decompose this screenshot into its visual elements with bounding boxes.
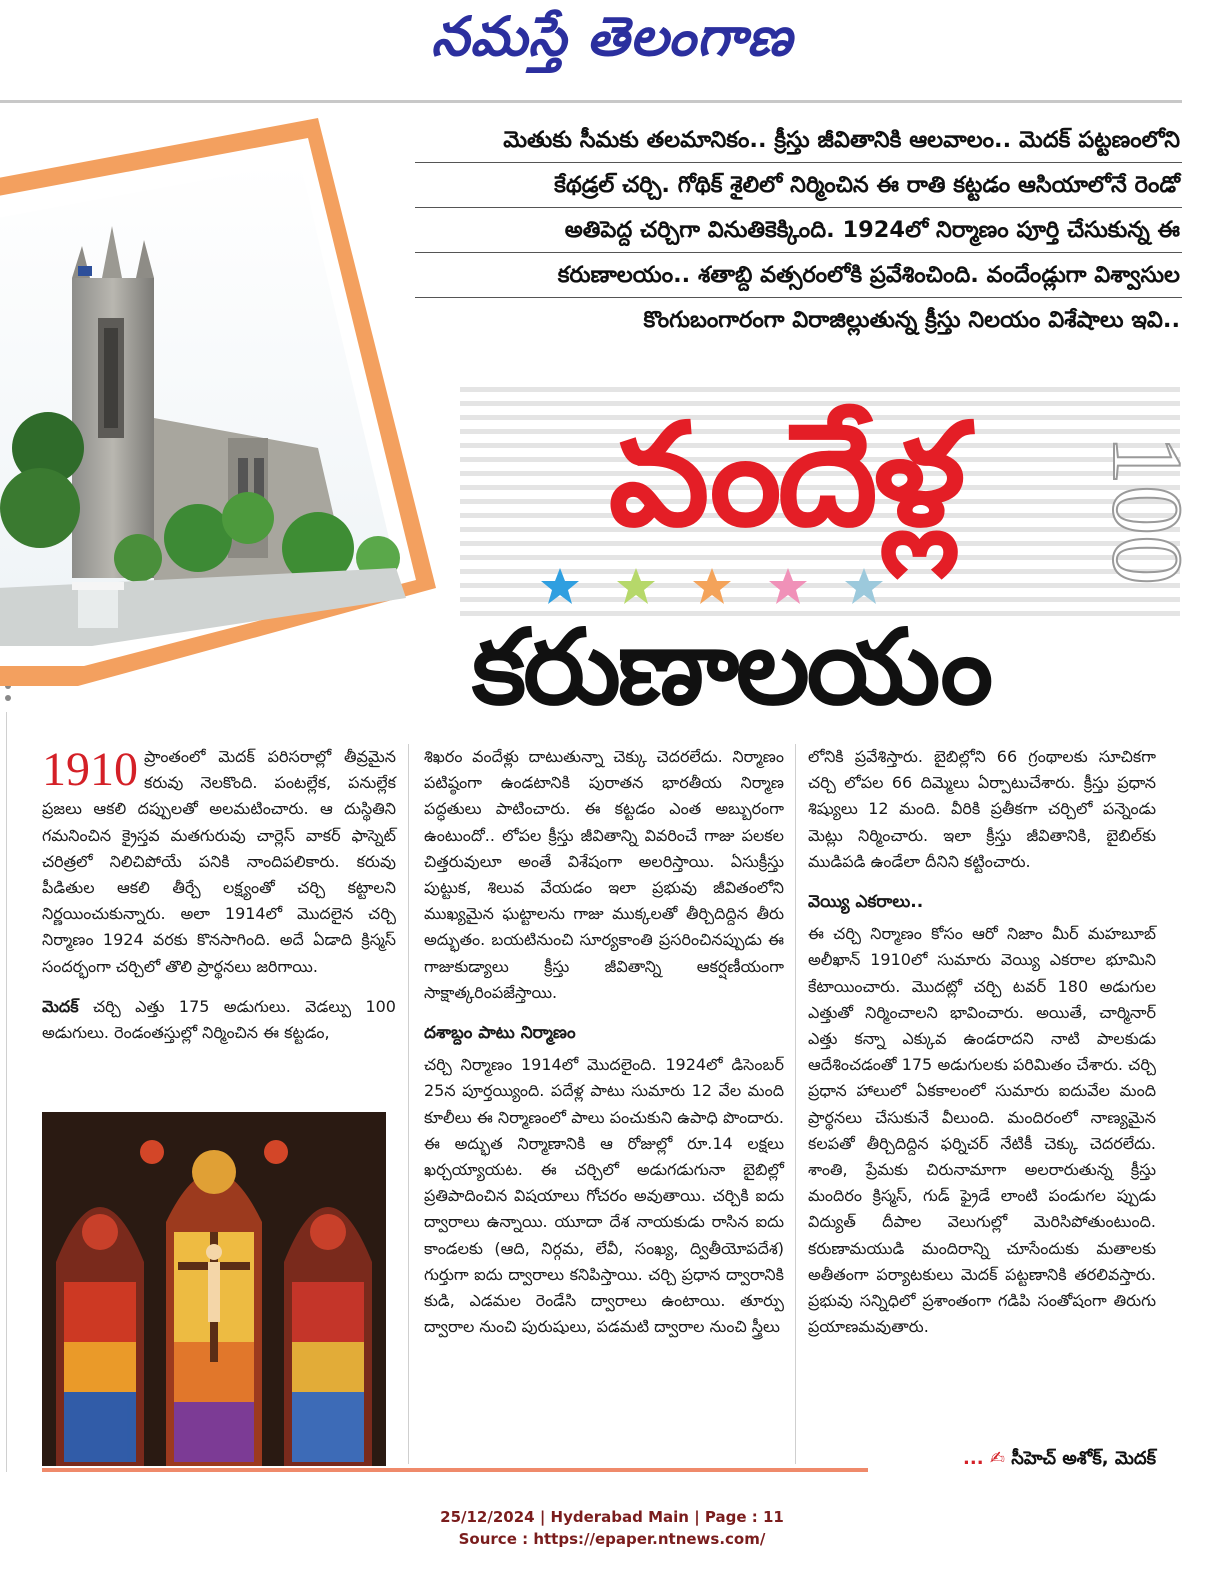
intro-line: అతిపెద్ద చర్చిగా వినుతికెక్కింది. 1924లో నిర్మాణం పూర్తి చేసుకున్న ఈ [415, 208, 1182, 253]
church-photo [18, 118, 436, 686]
paragraph: లోనికి ప్రవేశిస్తారు. బైబిల్లోని 66 గ్రంథాలకు సూచికగా చర్చి లోపల 66 దిమ్మెలు ఏర్పాటుచేశారు. క్రీస్తు ప్రధాన శిష్యులు 12 మంది. వీరికి ప్రతీకగా చర్చిలో పన్నెండు మెట్లు నిర్మించారు. ఇలా క్రీస్తు జీవితానికి, బైబిల్‌కు ముడిపడి ఉండేలా దీనిని కట్టించారు. [808, 747, 1156, 871]
star-icon [693, 568, 731, 604]
paragraph-text: చర్చి ఎత్తు 175 అడుగులు. వెడల్పు 100 అడుగులు. రెండంతస్తుల్లో నిర్మించిన ఈ కట్టడం, [42, 996, 396, 1043]
paragraph: చర్చి నిర్మాణం 1914లో మొదలైంది. 1924లో డిసెంబర్ 25న పూర్తయ్యింది. పదేళ్ల పాటు సుమారు 12 వేల మంది కూలీలు ఈ నిర్మాణంలో పాలు పంచుకుని ఉపాధి పొందారు. ఈ అద్భుత నిర్మాణానికి ఆ రోజుల్లో రూ.14 లక్షలు ఖర్చయ్యాయట. ఈ చర్చిలో అడుగడుగునా బైబిల్లో ప్రతిపాదించిన విషయాలు గోచరం అవుతాయి. చర్చికి ఐదు ద్వారాలు ఉన్నాయి. యూదా దేశ నాయకుడు రాసిన ఐదు కాండలకు (ఆది, నిర్గమ, లేవీ, సంఖ్య, ద్వితీయోపదేశ) గుర్తుగా ఐదు ద్వారాలు కనిపిస్తాయి. చర్చి ప్రధాన ద్వారానికి కుడి, ఎడమల రెండేసి ద్వారాలు ఉంటాయి. తూర్పు ద్వారాల నుంచి పురుషులు, పడమటి ద్వారాల నుంచి స్త్రీలు [424, 1055, 784, 1337]
section-subhead: దశాబ్దం పాటు నిర్మాణం [424, 1023, 576, 1044]
paragraph [42, 994, 396, 1046]
intro-line: కేథడ్రల్ చర్చి. గోథిక్ శైలిలో నిర్మించిన ఈ రాతి కట్టడం ఆసియాలోనే రెండో [415, 163, 1182, 208]
intro-line: కొంగుబంగారంగా విరాజిల్లుతున్న క్రీస్తు నిలయం విశేషాలు ఇవి.. [643, 307, 1180, 333]
hundred-numeral [1092, 410, 1204, 610]
column-divider [408, 744, 409, 1464]
star-icon [769, 568, 807, 604]
star-icon [845, 568, 883, 604]
lead-word: మెదక్ [42, 996, 79, 1016]
article-column-1 [42, 744, 396, 1060]
paragraph: ఈ చర్చి నిర్మాణం కోసం ఆరో నిజాం మీర్ మహబూబ్ అలీఖాన్ 1910లో సుమారు వెయ్యి ఎకరాల భూమిని కేటాయించారు. మొదట్లో చర్చి టవర్ 180 అడుగుల ఎత్తుతో నిర్మించాలని భావించారు. అయితే, చార్మినార్ ఎత్తు కన్నా ఎక్కువ ఉండరాదని నాటి పాలకుడు ఆదేశించడంతో 175 అడుగులకు పరిమితం చేశారు. చర్చి ప్రధాన హాలులో ఏకకాలంలో సుమారు ఐదువేల మంది ప్రార్థనలు చేసుకునే వీలుంది. మందిరంలో నాణ్యమైన కలపతో తీర్చిదిద్దిన ఫర్నిచర్ నేటికీ చెక్కు చెదరలేదు. శాంతి, ప్రేమకు చిరునామాగా అలరారుతున్న క్రీస్తు మందిరం క్రిస్మస్, గుడ్ ఫ్రైడే లాంటి పండుగల ప్పుడు విద్యుత్ దీపాల వెలుగుల్లో మెరిసిపోతుంటుంది. కరుణామయుడి మందిరాన్ని చూసేందుకు మతాలకు అతీతంగా పర్యాటకులు మెదక్ పట్టణానికి తరలివస్తారు. ప్రభువు సన్నిధిలో ప్రశాంతంగా గడిపి సంతోషంగా తిరుగు ప్రయాణమవుతారు. [808, 924, 1156, 1337]
section-subhead: వెయ్యి ఎకరాలు.. [808, 892, 924, 913]
star-icon [541, 568, 579, 604]
drop-number: 1910 [42, 743, 138, 796]
pen-icon: ✍ [989, 1448, 1005, 1469]
headline-line2: కరుణాలయం [471, 606, 991, 728]
article-column-3 [808, 744, 1156, 1354]
masthead [0, 4, 1224, 80]
top-rule [0, 100, 1182, 103]
bottom-rule [42, 1468, 868, 1472]
paragraph: శిఖరం వందేళ్లు దాటుతున్నా చెక్కు చెదరలేదు. నిర్మాణం పటిష్ఠంగా ఉండటానికి పురాతన భారతీయ నిర్మాణ పద్ధతులు పాటించారు. ఈ కట్టడం ఎంత అబ్బురంగా ఉంటుందో.. లోపల క్రీస్తు జీవితాన్ని వివరించే గాజు పలకల చిత్తరువులూ అంతే విశేషంగా అలరిస్తాయి. ఏసుక్రీస్తు పుట్టుక, శిలువ వేయడం ఇలా ప్రభువు జీవితంలోని ముఖ్యమైన ఘట్టాలను గాజు ముక్కలతో తీర్చిదిద్దిన తీరు అద్భుతం. బయటినుంచి సూర్యకాంతి ప్రసరించినప్పుడు ఈ గాజుకుడ్యాలు క్రీస్తు జీవితాన్ని ఆకర్షణీయంగా సాక్షాత్కరింపజేస్తాయి. [424, 747, 784, 1002]
hundred-text: 100 [1092, 435, 1204, 585]
byline [880, 1448, 1156, 1480]
paragraph [42, 744, 396, 980]
footer-date-edition: 25/12/2024 | Hyderabad Main | Page : 11 [440, 1508, 784, 1526]
byline-prefix: ... [963, 1448, 990, 1469]
intro-block [415, 118, 1182, 342]
masthead-title: నమస్తే తెలంగాణ [431, 4, 793, 68]
column-divider [795, 744, 796, 1464]
intro-line: కరుణాలయం.. శతాబ్ది వత్సరంలోకి ప్రవేశించింది. వందేండ్లుగా విశ్వాసుల [415, 253, 1182, 298]
footer-source-link[interactable]: Source : https://epaper.ntnews.com/ [458, 1530, 766, 1548]
left-edge-rule [6, 712, 7, 1472]
paragraph-text: ప్రాంతంలో మెదక్ పరిసరాల్లో తీవ్రమైన కరువు నెలకొంది. పంటల్లేక, పనుల్లేక ప్రజలు ఆకలి దప్పులతో అలమటించారు. ఆ దుస్థితిని గమనించిన క్రైస్తవ మతగురువు చార్లెస్ వాకర్ ఫాస్నెట్ చరిత్రలో నిలిచిపోయే పనికి నాందిపలికారు. కరువు పీడితుల ఆకలి తీర్చే లక్ష్యంతో చర్చి కట్టాలని నిర్ణయించుకున్నారు. అలా 1914లో మొదలైన చర్చి నిర్మాణం 1924 వరకు కొనసాగింది. అదే ఏడాది క్రిస్మస్ సందర్భంగా చర్చిలో తొలి ప్రార్థనలు జరిగాయి. [42, 747, 396, 976]
decorative-stars [540, 566, 920, 610]
star-icon [617, 568, 655, 604]
intro-line: మెతుకు సీమకు తలమానికం.. క్రీస్తు జీవితానికి ఆలవాలం.. మెదక్ పట్టణంలోని [415, 118, 1182, 163]
byline-author: సీహెచ్ అశోక్, మెదక్ [1011, 1448, 1156, 1469]
headline-line1: వందేళ్ల [608, 393, 962, 558]
stained-glass-photo [42, 1112, 386, 1466]
article-column-2 [424, 744, 784, 1354]
